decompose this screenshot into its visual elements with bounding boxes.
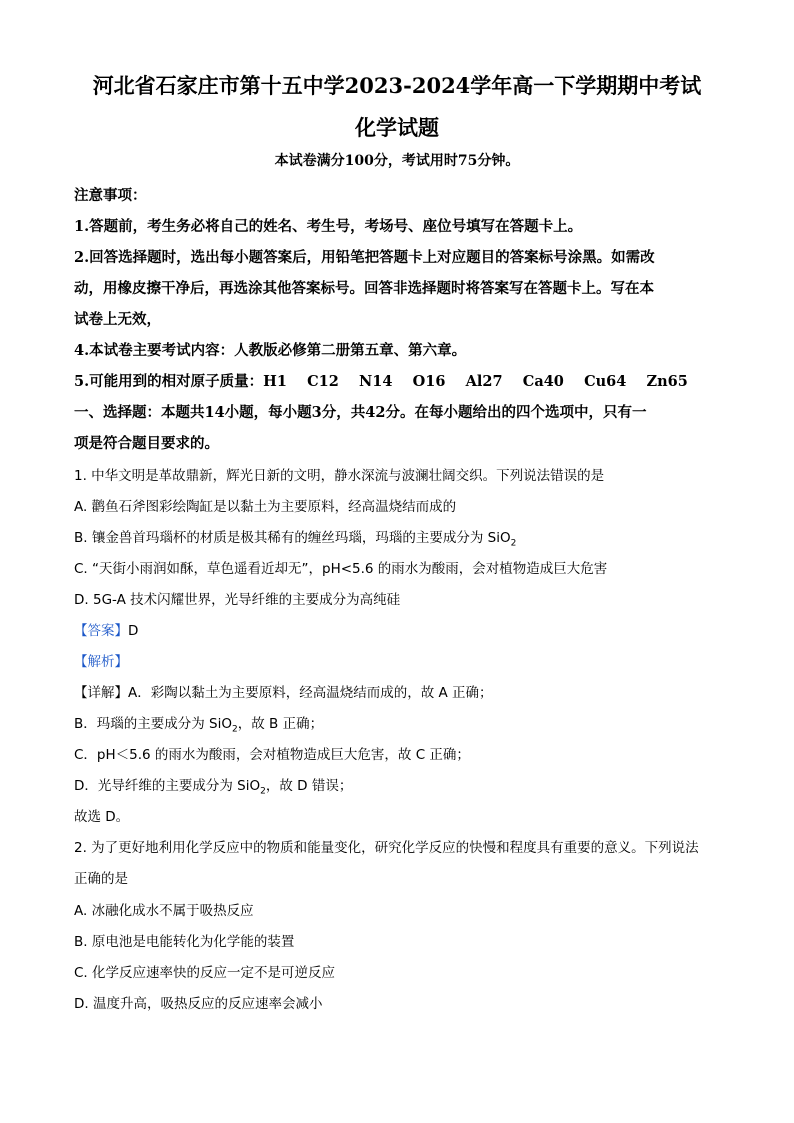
q2-stem-line-2: 正确的是 [74,871,128,887]
exam-subject: 化学试题 [355,115,439,140]
note-item-1: 1.答题前，考生务必将自己的姓名、考生号，考场号、座位号填写在答题卡上。 [74,218,583,235]
q1-option-b: B. 镶金兽首玛瑙杯的材质是极其稀有的缠丝玛瑙，玛瑙的主要成分为 SiO$_2$ [74,530,517,549]
q1-detail-1: 【详解】A．彩陶以黏土为主要原料，经高温烧结而成的，故 A 正确； [74,685,493,701]
q1-answer: 【答案】D [74,623,139,639]
q2-option-b: B. 原电池是电能转化为化学能的装置 [74,934,295,950]
q1-conclusion: 故选 D。 [74,809,130,825]
section-heading-line-1: 一、选择题：本题共14小题，每小题3分，共42分。在每小题给出的四个选项中，只有一 [74,404,647,421]
answer-tag: 【答案】 [74,623,128,639]
exam-title: 河北省石家庄市第十五中学2023-2024学年高一下学期期中考试 [92,73,702,98]
q1-option-a: A. 鹳鱼石斧图彩绘陶缸是以黏土为主要原料，经高温烧结而成的 [74,499,457,515]
q1-detail-2: B．玛瑙的主要成分为 SiO$_2$，故 B 正确； [74,716,324,735]
q1-detail-3: C．pH＜5.6 的雨水为酸雨，会对植物造成巨大危害，故 C 正确； [74,747,470,763]
detail-tag: 【详解】 [74,685,128,701]
note-item-2-line-1: 2.回答选择题时，选出每小题答案后，用铅笔把答题卡上对应题目的答案标号涂黑。如需改 [74,249,655,266]
q1-analysis-tag: 【解析】 [74,654,128,670]
notes-heading: 注意事项： [74,187,147,204]
q2-option-d: D. 温度升高，吸热反应的反应速率会减小 [74,996,323,1012]
exam-info: 本试卷满分100分，考试用时75分钟。 [274,153,520,169]
note-item-5: 5.可能用到的相对原子质量：H1 C12 N14 O16 Al27 Ca40 Cu64 Zn65 [74,373,688,390]
note-item-4: 4.本试卷主要考试内容：人教版必修第二册第五章、第六章。 [74,342,467,359]
note-item-2-line-3: 试卷上无效， [74,311,161,328]
q1-option-c: C. “天街小雨润如酥，草色遥看近却无”，pH<5.6 的雨水为酸雨，会对植物造成巨大危害 [74,561,608,577]
q2-option-c: C. 化学反应速率快的反应一定不是可逆反应 [74,965,336,981]
q2-stem-line-1: 2. 为了更好地利用化学反应中的物质和能量变化，研究化学反应的快慢和程度具有重要的意义。下列说法 [74,840,699,856]
q1-stem: 1. 中华文明是革故鼎新，辉光日新的文明，静水深流与波澜壮阔交织。下列说法错误的是 [74,468,605,484]
section-heading-line-2: 项是符合题目要求的。 [74,435,219,452]
q1-detail-4: D．光导纤维的主要成分为 SiO$_2$，故 D 错误； [74,778,353,797]
note-item-2-line-2: 动，用橡皮擦干净后，再选涂其他答案标号。回答非选择题时将答案写在答题卡上。写在本 [74,280,654,297]
q2-option-a: A. 冰融化成水不属于吸热反应 [74,903,254,919]
q1-option-d: D. 5G-A 技术闪耀世界，光导纤维的主要成分为高纯硅 [74,592,401,608]
